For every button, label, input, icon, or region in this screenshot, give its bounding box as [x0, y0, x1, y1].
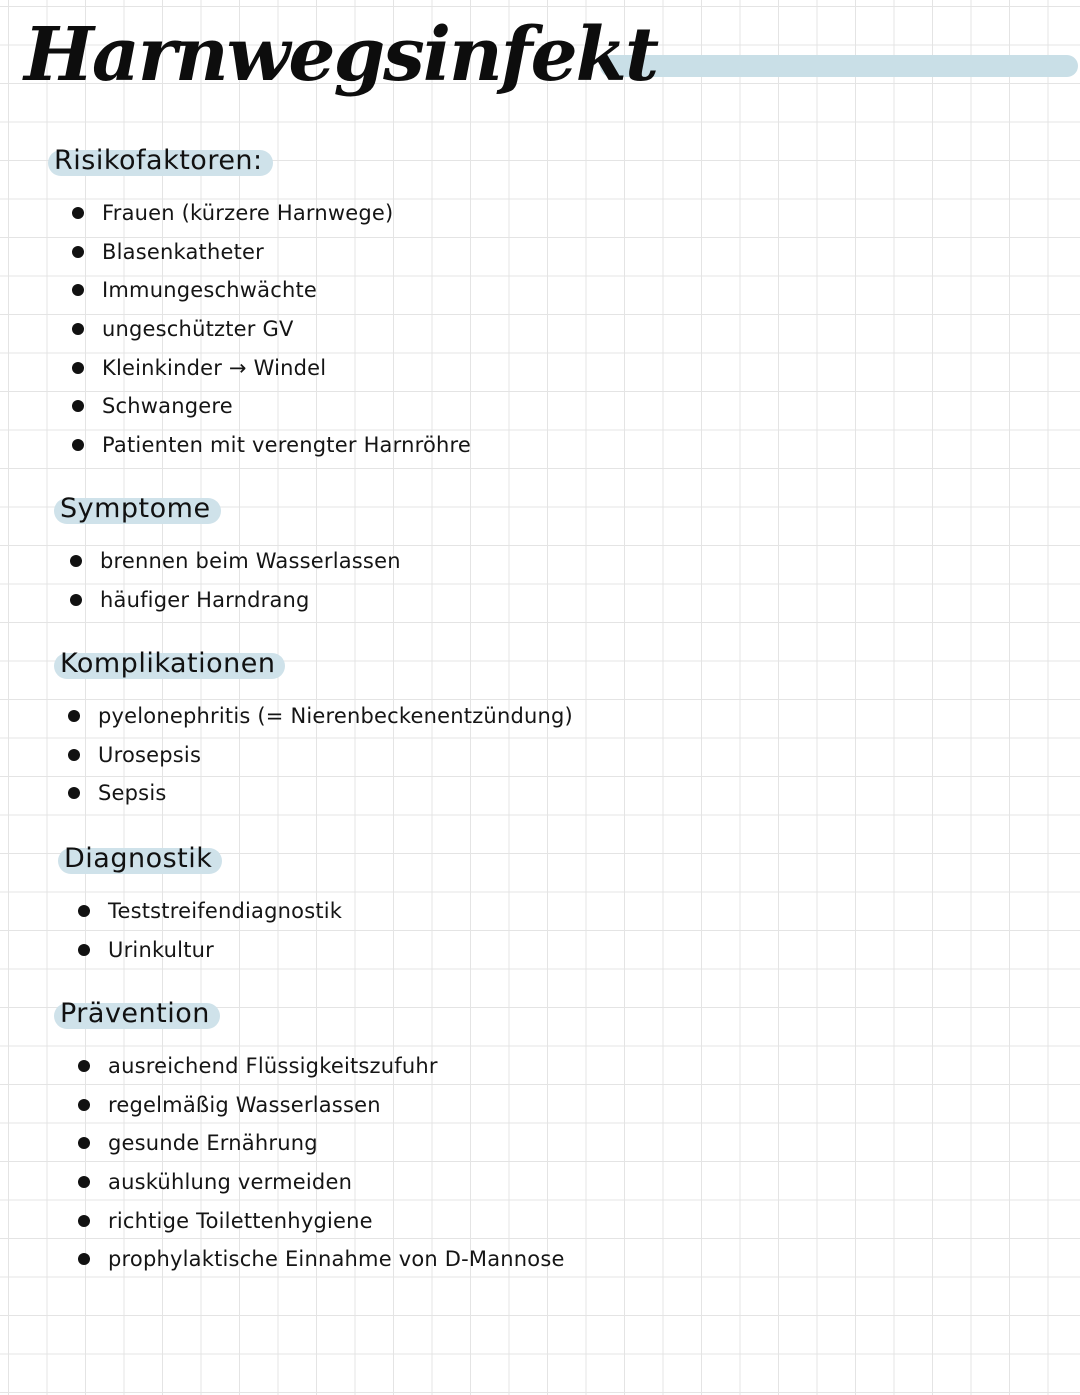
title-underline-highlight: [600, 55, 1078, 77]
list-item: brennen beim Wasserlassen: [70, 542, 401, 581]
list-item: Urosepsis: [68, 736, 573, 775]
page-title: Harnwegsinfekt: [24, 12, 658, 98]
list-item: richtige Toilettenhygiene: [78, 1202, 565, 1241]
section-symptome: [54, 494, 401, 619]
section-heading: Symptome: [54, 494, 221, 524]
list-item: ungeschützter GV: [72, 310, 471, 349]
list-item: pyelonephritis (= Nierenbeckenentzündung): [68, 697, 573, 736]
list-item: auskühlung vermeiden: [78, 1163, 565, 1202]
bullet-list: [78, 892, 342, 969]
bullet-list: [78, 1047, 565, 1279]
list-item: Schwangere: [72, 387, 471, 426]
section-heading: Komplikationen: [54, 649, 285, 679]
bullet-list: [72, 194, 471, 465]
section-risikofaktoren: [48, 146, 471, 465]
list-item: Patienten mit verengter Harnröhre: [72, 426, 471, 465]
list-item: Immungeschwächte: [72, 271, 471, 310]
list-item: regelmäßig Wasserlassen: [78, 1086, 565, 1125]
list-item: Kleinkinder → Windel: [72, 349, 471, 388]
list-item: Frauen (kürzere Harnwege): [72, 194, 471, 233]
list-item: ausreichend Flüssigkeitszufuhr: [78, 1047, 565, 1086]
section-praevention: [54, 999, 565, 1279]
list-item: Urinkultur: [78, 931, 342, 970]
bullet-list: [68, 697, 573, 813]
list-item: Sepsis: [68, 774, 573, 813]
section-diagnostik: [58, 844, 342, 969]
bullet-list: [70, 542, 401, 619]
section-komplikationen: [54, 649, 573, 813]
section-heading: Diagnostik: [58, 844, 222, 874]
list-item: prophylaktische Einnahme von D-Mannose: [78, 1240, 565, 1279]
list-item: Teststreifendiagnostik: [78, 892, 342, 931]
list-item: gesunde Ernährung: [78, 1124, 565, 1163]
section-heading: Prävention: [54, 999, 220, 1029]
list-item: Blasenkatheter: [72, 233, 471, 272]
section-heading: Risikofaktoren:: [48, 146, 273, 176]
list-item: häufiger Harndrang: [70, 581, 401, 620]
